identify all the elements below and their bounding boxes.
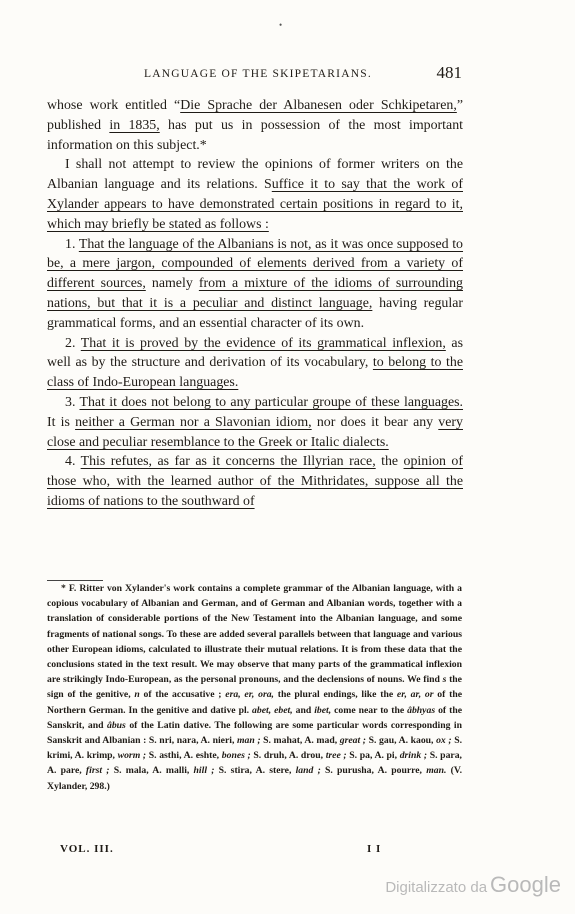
text-span: 1. <box>65 236 79 252</box>
footnote-italic: worm ; <box>117 750 147 762</box>
footnote-italic: bones ; <box>221 750 251 762</box>
underlined-span: That the language of the Albanians is not, as it was once supposed to be, a mere jargon, compounded of elements derived from a variety of different sources, <box>47 236 464 292</box>
digitization-watermark <box>385 872 561 898</box>
footnote-text: * F. Ritter von Xylander's work contains a complete grammar of the Albanian language, with a copious vocabulary of Albanian and German, and of German and Albanian words, together with a translation of considerable portions of the New Testament into the Albanian language, and some fragments of national songs. To these are added several parallels between that language and various other European idioms, calculated to illustrate their mutual relations. It is from these data that the conclusions stated in the text result. We may observe that many parts of the grammatical inflexion are strikingly Indo-European, as the personal pronouns, and the declensions of nouns. We find <box>47 583 462 686</box>
underlined-span: uffice it to say that the work of Xylander appears to have demonstrated certain positions in regard to it, which may briefly be stated as follows : <box>47 177 463 232</box>
footnote-italic: abet, ebet, <box>252 704 293 716</box>
footnote-text: S. krimi, A. krimp, <box>47 735 462 762</box>
footnote-italic: ibet, <box>314 704 332 716</box>
footnote-italic: great ; <box>339 735 367 747</box>
footnote-text: come near to the <box>331 704 408 716</box>
footnote-italic: n <box>134 689 140 701</box>
footnote-text: S. asthi, A. eshte, <box>146 750 222 762</box>
underlined-span: opinion of those who, with the learned author of the Mithridates, suppose all the idioms of nations to the southward of <box>47 454 463 509</box>
footnote-italic: ox ; <box>436 735 452 747</box>
underlined-span: to belong to the class of Indo-European languages. <box>47 355 463 391</box>
footnote-text: S. druh, A. drou, <box>250 750 326 762</box>
footnote-text: S. gau, A. kaou, <box>366 735 437 747</box>
footnote-text: S. mala, A. malli, <box>109 765 194 777</box>
text-span: It is <box>47 414 76 430</box>
underlined-span: very close and peculiar resemblance to the Greek or Italic dialects. <box>47 414 463 450</box>
paragraph-intro <box>47 96 463 155</box>
watermark-text: Digitalizzato da <box>385 879 488 896</box>
footnote-text: of the Northern German. In the genitive and dative pl. <box>47 689 463 716</box>
footnote-italic: man. <box>426 765 447 777</box>
speck: • <box>279 20 283 30</box>
footnote-italic: er, ar, or <box>396 689 434 701</box>
text-span: whose work entitled “ <box>47 98 181 113</box>
point-four <box>47 452 463 511</box>
text-span: 3. <box>65 394 80 410</box>
running-title: LANGUAGE OF THE SKIPETARIANS. <box>144 68 372 80</box>
text-span: 2. <box>65 335 81 351</box>
footnote-italic: s <box>442 674 447 686</box>
footnote-text: (V. Xylander, 298.) <box>47 765 462 792</box>
text-span: namely <box>145 276 199 292</box>
page-header <box>48 63 462 86</box>
text-span: ” published <box>47 98 463 133</box>
footnote-italic: âbus <box>106 719 126 731</box>
point-three <box>47 393 463 452</box>
footnote-text: S. para, A. pare, <box>47 750 462 777</box>
page-number: 481 <box>436 63 462 82</box>
footnote-text: S. purusha, A. pourre, <box>320 765 427 777</box>
footnote-italic: first ; <box>85 765 110 777</box>
text-span: the <box>375 454 404 470</box>
underlined-span: in 1835, <box>109 117 160 133</box>
point-one <box>47 235 463 334</box>
footnote-text: of the Sanskrit, and <box>47 704 463 731</box>
paragraph-review <box>47 155 463 234</box>
text-span: as well as by the structure and derivation of its vocabulary, <box>47 335 464 371</box>
footnote-text: S. stira, A. stere, <box>214 765 296 777</box>
text-span: 4. <box>65 454 81 470</box>
text-span: nor does it bear any <box>311 414 439 430</box>
footnote-text: S. pa, A. pi, <box>346 750 400 762</box>
volume-signature: VOL. III. <box>60 843 114 855</box>
main-text <box>47 96 463 512</box>
footnote-text: of the accusative ; <box>139 689 226 701</box>
footnote-italic: man ; <box>236 735 261 747</box>
footnote-italic: era, er, ora, <box>225 689 274 701</box>
sheet-mark: I I <box>367 843 382 855</box>
text-span: I shall not attempt to review the opinions of former writers on the Albanian language and its relations. S <box>47 157 463 193</box>
footnote-italic: land ; <box>295 765 321 777</box>
underlined-span: That it does not belong to any particular groupe of these languages. <box>79 394 464 410</box>
underlined-span: That it is proved by the evidence of its grammatical inflexion, <box>80 335 446 351</box>
footnote-text: S. mahat, A. mad, <box>260 735 340 747</box>
text-span: having regular grammatical forms, and an essential character of its own. <box>47 295 463 331</box>
footnote <box>47 581 462 794</box>
underlined-span: Die Sprache der Albanesen oder Schkipetaren, <box>180 98 457 113</box>
footnote-italic: tree ; <box>325 750 347 762</box>
underlined-span: This refutes, as far as it concerns the Illyrian race, <box>80 454 376 470</box>
footnote-text: and <box>292 704 315 716</box>
footnote-text: the sign of the genitive, <box>47 674 462 701</box>
text-span: has put us in possession of the most important information on this subject.* <box>47 117 464 153</box>
point-two <box>47 334 463 393</box>
footnote-italic: drink ; <box>399 750 428 762</box>
footnote-italic: hill ; <box>193 765 215 777</box>
footnote-text: the plural endings, like the <box>273 689 397 701</box>
underlined-span: from a mixture of the idioms of surrounding nations, but that it is a peculiar and distinct language, <box>47 276 463 311</box>
google-logo: Google <box>490 872 561 897</box>
footnote-text: of the Latin dative. The following are some particular words corresponding in Sanskrit and Albanian : S. nri, nara, A. nieri, <box>47 719 462 747</box>
footnote-italic: âbhyas <box>407 704 436 716</box>
underlined-span: neither a German nor a Slavonian idiom, <box>75 414 312 430</box>
